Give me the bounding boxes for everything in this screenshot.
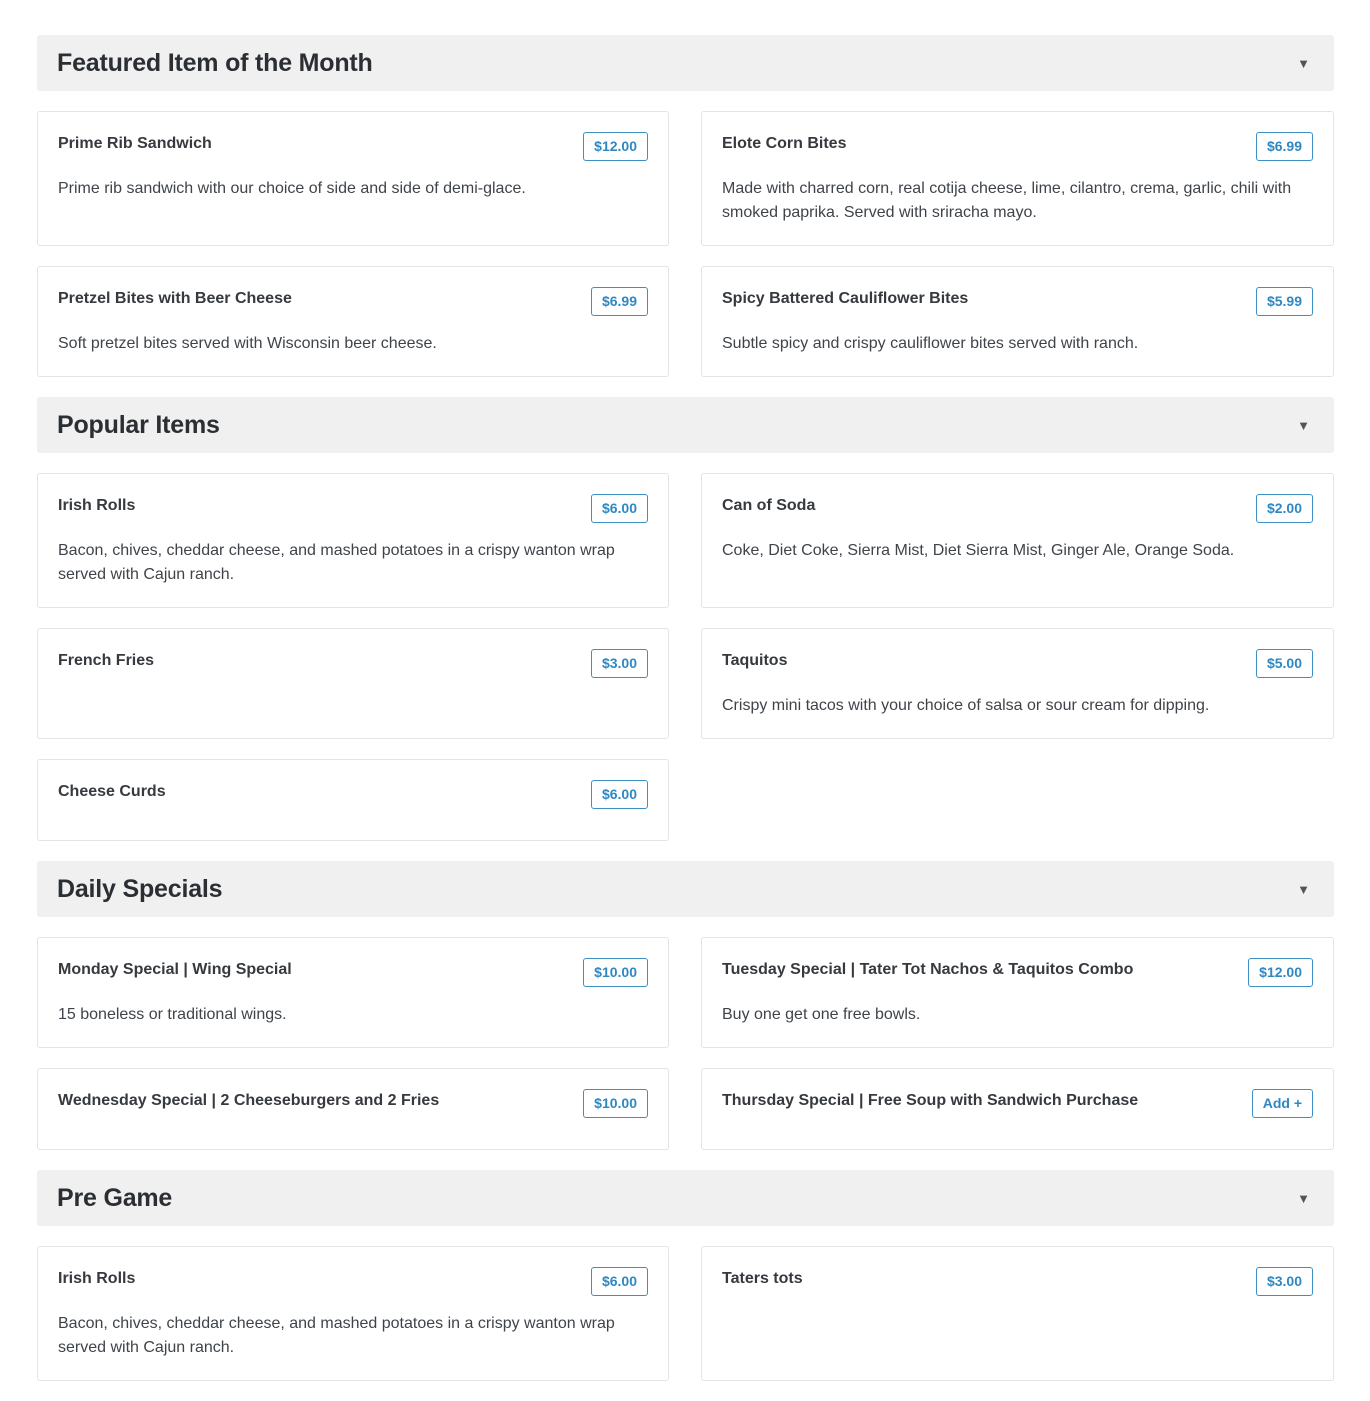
price-button[interactable]: $3.00 [1256,1267,1313,1296]
section-title: Featured Item of the Month [57,48,373,77]
menu-item-name: Spicy Battered Cauliflower Bites [722,290,969,307]
menu-item-name: French Fries [58,652,155,669]
menu-item-card[interactable] [37,111,669,246]
price-button[interactable]: $12.00 [1248,958,1313,987]
menu-item-header [58,287,648,316]
menu-item-description: Made with charred corn, real cotija cheese, lime, cilantro, crema, garlic, chili with smoked paprika. Served with sriracha mayo. [722,180,1292,221]
menu-item-description: Prime rib sandwich with our choice of side and side of demi-glace. [58,180,526,197]
add-button[interactable]: Add + [1252,1089,1313,1118]
price-button[interactable]: $6.99 [591,287,648,316]
menu-item-card[interactable] [701,628,1334,739]
section-items-grid [37,1226,1334,1401]
menu-item-card[interactable] [37,473,669,608]
chevron-down-icon[interactable]: ▼ [1297,1190,1310,1206]
menu-item-description: Coke, Diet Coke, Sierra Mist, Diet Sierra Mist, Ginger Ale, Orange Soda. [722,542,1235,559]
menu-item-header [722,494,1313,523]
menu-item-card[interactable] [37,266,669,377]
section-title: Daily Specials [57,874,223,903]
menu-item-description: Soft pretzel bites served with Wisconsin beer cheese. [58,335,437,352]
menu-item-card[interactable] [37,628,669,739]
section-title: Pre Game [57,1183,173,1212]
price-button[interactable]: $5.99 [1256,287,1313,316]
menu-item-card[interactable] [701,1068,1334,1150]
price-button[interactable]: $12.00 [583,132,648,161]
menu-item-card[interactable] [701,1246,1334,1381]
section-items-grid [37,453,1334,861]
menu-item-description: Crispy mini tacos with your choice of salsa or sour cream for dipping. [722,697,1210,714]
menu-item-name: Prime Rib Sandwich [58,135,212,152]
menu-item-description: Subtle spicy and crispy cauliflower bites served with ranch. [722,335,1139,352]
section-header-pre-game[interactable] [37,1170,1334,1226]
chevron-down-icon[interactable]: ▼ [1297,55,1310,71]
price-button[interactable]: $6.99 [1256,132,1313,161]
menu-item-description: Bacon, chives, cheddar cheese, and mashed potatoes in a crispy wanton wrap served with Cajun ranch. [58,542,615,583]
menu-item-header [58,958,648,987]
menu-item-card[interactable] [701,111,1334,246]
price-button[interactable]: $5.00 [1256,649,1313,678]
menu-item-description: 15 boneless or traditional wings. [58,1006,287,1023]
menu-item-name: Cheese Curds [58,783,166,800]
menu-item-description: Bacon, chives, cheddar cheese, and mashed potatoes in a crispy wanton wrap served with Cajun ranch. [58,1315,615,1356]
menu-item-name: Taquitos [722,652,788,669]
menu-item-card[interactable] [701,937,1334,1048]
price-button[interactable]: $10.00 [583,1089,648,1118]
menu-item-name: Thursday Special | Free Soup with Sandwich Purchase [722,1092,1139,1109]
menu-item-card[interactable] [37,1246,669,1381]
menu-item-header [58,494,648,523]
menu-item-header [58,132,648,161]
menu-item-card[interactable] [37,759,669,841]
price-button[interactable]: $6.00 [591,1267,648,1296]
menu-item-name: Elote Corn Bites [722,135,847,152]
menu-item-header [58,1267,648,1296]
menu-item-name: Irish Rolls [58,1270,136,1287]
menu-item-description: Buy one get one free bowls. [722,1006,921,1023]
menu-item-name: Wednesday Special | 2 Cheeseburgers and 2 Fries [58,1092,440,1109]
menu-item-header [722,649,1313,678]
menu-item-header [722,1089,1313,1118]
menu-item-header [58,1089,648,1118]
menu-item-header [722,132,1313,161]
menu-item-header [722,958,1313,987]
menu-item-name: Pretzel Bites with Beer Cheese [58,290,292,307]
price-button[interactable]: $3.00 [591,649,648,678]
price-button[interactable]: $6.00 [591,494,648,523]
menu-item-name: Monday Special | Wing Special [58,961,292,978]
section-items-grid [37,917,1334,1170]
chevron-down-icon[interactable]: ▼ [1297,417,1310,433]
menu-item-card[interactable] [37,937,669,1048]
menu-container [37,35,1334,1401]
menu-item-name: Tuesday Special | Tater Tot Nachos & Taquitos Combo [722,961,1134,978]
menu-item-card[interactable] [701,266,1334,377]
chevron-down-icon[interactable]: ▼ [1297,881,1310,897]
price-button[interactable]: $2.00 [1256,494,1313,523]
menu-item-header [58,649,648,678]
section-title: Popular Items [57,410,220,439]
section-items-grid [37,91,1334,397]
menu-item-name: Taters tots [722,1270,803,1287]
menu-item-card[interactable] [37,1068,669,1150]
price-button[interactable]: $6.00 [591,780,648,809]
menu-item-header [722,287,1313,316]
section-header-daily-specials[interactable] [37,861,1334,917]
menu-item-name: Irish Rolls [58,497,136,514]
menu-item-header [58,780,648,809]
menu-item-name: Can of Soda [722,497,816,514]
menu-item-card[interactable] [701,473,1334,608]
section-header-featured-item-of-the-month[interactable] [37,35,1334,91]
menu-item-header [722,1267,1313,1296]
section-header-popular-items[interactable] [37,397,1334,453]
price-button[interactable]: $10.00 [583,958,648,987]
